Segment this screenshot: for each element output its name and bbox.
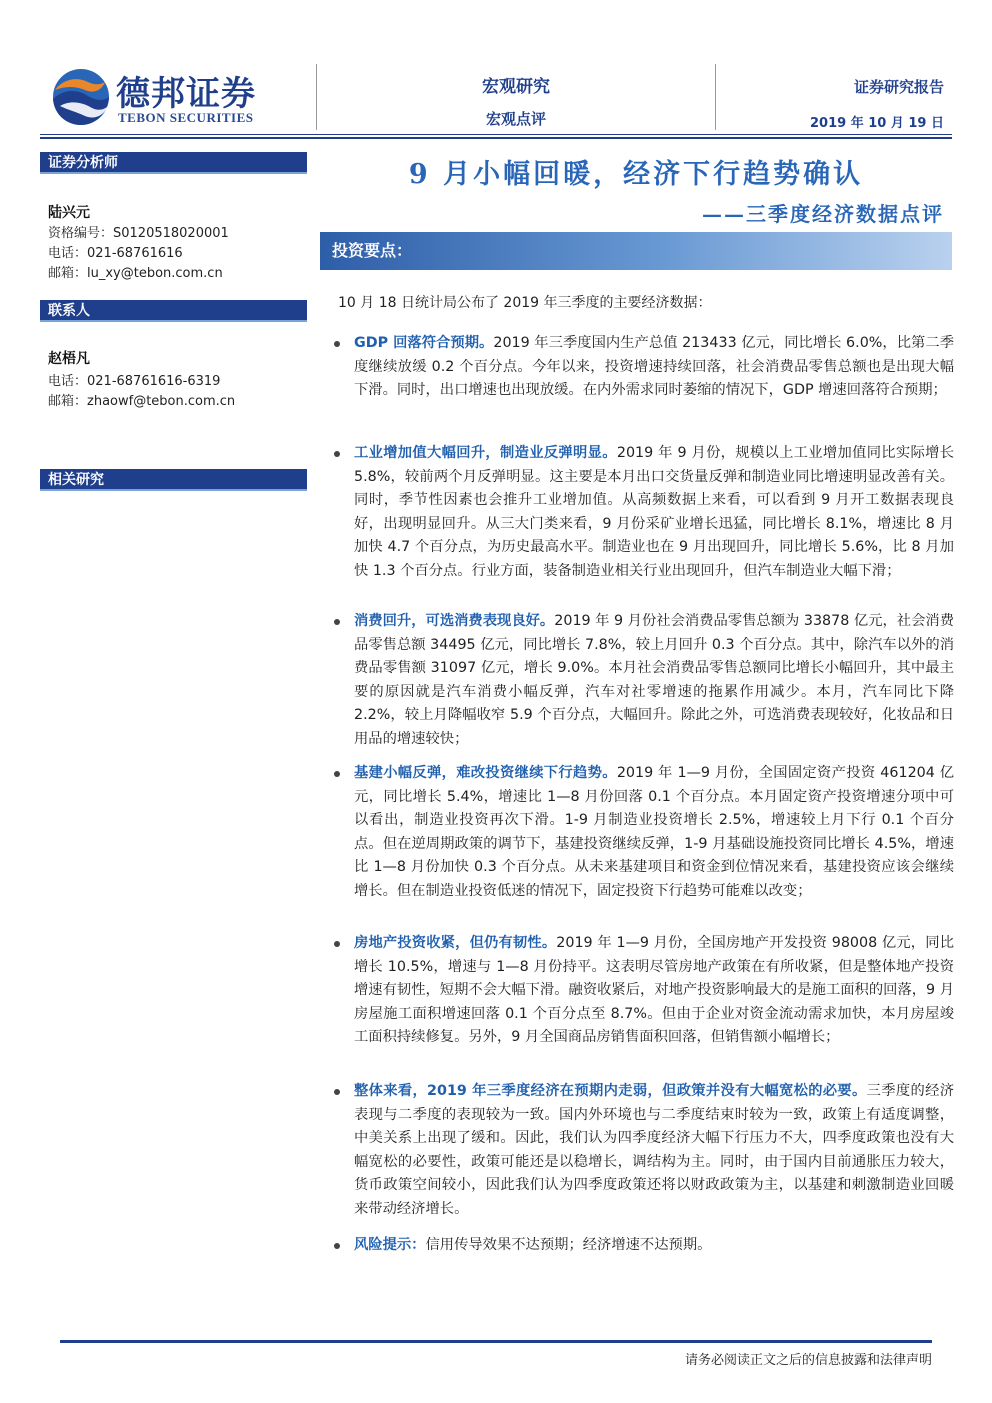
bullet-lead: 房地产投资收紧，但仍有韧性。 — [354, 935, 557, 951]
company-logo — [52, 64, 272, 130]
bullet-body: 2019 年三季度国内生产总值 213433 亿元，同比增长 6.0%，比第二季度继续放缓 0.2 个百分点。今年以来，投资增速持续回落，社会消费品零售总额也是出现大幅下滑。同时，出口增速也出现放缓。在内外需求同时萎缩的情况下，GDP 增速回落符合预期； — [354, 335, 954, 399]
bullet-lead: 消费回升，可选消费表现良好。 — [354, 613, 555, 629]
report-title: 9 月小幅回暖，经济下行趋势确认 — [408, 159, 864, 190]
bullet-text — [354, 762, 954, 904]
bullet-body: 2019 年 9 月份社会消费品零售总额为 33878 亿元，社会消费品零售总额 34495 亿元，同比增长 7.8%，较上月回升 0.3 个百分点。其中，除汽车以外的消费品零售额 31097 亿元，增长 9.0%。本月社会消费品零售总额同比增长小幅回升，其中最主要的原因就是汽车消费小幅反弹，汽车对社零增速的拖累作用减少。本月，汽车同比下降 2.2%，较上月降幅收窄 5.9 个百分点，大幅回升。除此之外，可选消费表现较好，化妆品和日用品的增速较快； — [354, 613, 955, 747]
bullet-text — [354, 332, 954, 403]
bullet-dot-icon — [334, 619, 340, 625]
analyst-email[interactable]: 邮箱：lu_xy@tebon.com.cn — [48, 266, 223, 281]
report-date: 2019 年 10 月 19 日 — [810, 116, 944, 131]
bullet-text — [354, 1234, 954, 1258]
bullet-dot-icon — [334, 1243, 340, 1249]
related-research-heading: 相关研究 — [40, 469, 307, 491]
contact-email[interactable]: 邮箱：zhaowf@tebon.com.cn — [48, 394, 236, 409]
analyst-heading: 证券分析师 — [40, 152, 307, 174]
footer-rule — [60, 1340, 932, 1343]
contact-heading: 联系人 — [40, 300, 307, 322]
investment-highlights-heading: 投资要点： — [320, 232, 952, 270]
bullet-body: 2019 年 1—9 月份，全国房地产开发投资 98008 亿元，同比增长 10.5%，增速与 1—8 月份持平。这表明尽管房地产政策在有所收紧，但是整体地产投资增速有韧性，短期不会大幅下滑。融资收紧后，对地产投资影响最大的是施工面积的回落，9 月房屋施工面积增速回落 0.1 个百分点至 8.7%。但由于企业对资金流动需求加快，本月房屋竣工面积持续修复。另外，9 月全国商品房销售面积回落，但销售额小幅增长； — [354, 935, 954, 1046]
bullet-body: 信用传导效果不达预期；经济增速不达预期。 — [425, 1237, 712, 1253]
bullet-dot-icon — [334, 941, 340, 947]
header-rule-top — [40, 134, 952, 135]
bullet-text — [354, 442, 954, 584]
bullet-body: 2019 年 9 月份，规模以上工业增加值同比实际增长 5.8%，较前两个月反弹明显。这主要是本月出口交货量反弹和制造业同比增速明显改善有关。同时，季节性因素也会推升工业增加值。从高频数据上来看，可以看到 9 月开工数据表现良好，出现明显回升。从三大门类来看，9 月份采矿业增长迅猛，同比增长 8.1%，增速比 8 月加快 4.7 个百分点，为历史最高水平。制造业也在 9 月出现回升，同比增长 5.6%，比 8 月加快 1.3 个百分点。行业方面，装备制造业相关行业出现回升，但汽车制造业大幅下滑； — [354, 445, 954, 579]
bullet-dot-icon — [334, 451, 340, 457]
report-type: 证券研究报告 — [853, 78, 944, 96]
report-category: 宏观研究 — [482, 77, 550, 97]
header-divider-left — [316, 64, 317, 130]
analyst-name: 陆兴元 — [48, 205, 90, 221]
bullet-text — [354, 932, 954, 1050]
bullet-lead: 整体来看，2019 年三季度经济在预期内走弱，但政策并没有大幅宽松的必要。 — [354, 1083, 867, 1099]
logo-mark-icon — [52, 68, 110, 126]
logo-en-text: TEBON SECURITIES — [118, 110, 254, 125]
analyst-phone: 电话：021-68761616 — [48, 246, 183, 261]
report-subtitle: ——三季度经济数据点评 — [702, 202, 944, 226]
bullet-text — [354, 1080, 954, 1222]
header-divider-right — [715, 64, 716, 130]
bullet-body: 2019 年 1—9 月份，全国固定资产投资 461204 亿元，同比增长 5.4%，增速比 1—8 月份回落 0.1 个百分点。本月固定资产投资增速分项中可以看出，制造业投资再次下滑。1-9 月制造业投资增长 2.5%，增速较上月下行 0.1 个百分点。但在逆周期政策的调节下，基建投资继续反弹，1-9 月基础设施投资同比增长 4.5%，增速比 1—8 月份加快 0.3 个百分点。从未来基建项目和资金到位情况来看，基建投资应该会继续增长。但在制造业投资低迷的情况下，固定投资下行趋势可能难以改变； — [354, 765, 955, 899]
bullet-lead: 风险提示： — [354, 1237, 426, 1253]
contact-name: 赵梧凡 — [48, 351, 90, 367]
header-rule-bottom — [40, 137, 952, 139]
intro-paragraph: 10 月 18 日统计局公布了 2019 年三季度的主要经济数据： — [338, 295, 712, 311]
footer-disclaimer: 请务必阅读正文之后的信息披露和法律声明 — [684, 1353, 932, 1368]
bullet-body: 三季度的经济表现与二季度的表现较为一致。国内外环境也与二季度结束时较为一致，政策上有适度调整，中美关系上出现了缓和。因此，我们认为四季度经济大幅下行压力不大，四季度政策也没有大幅宽松的必要性，政策可能还是以稳增长，调结构为主。同时，由于国内目前通胀压力较大，货币政策空间较小，因此我们认为四季度政策还将以财政政策为主，以基建和刺激制造业回暖来带动经济增长。 — [354, 1083, 955, 1217]
contact-phone: 电话：021-68761616-6319 — [48, 374, 221, 389]
bullet-lead: GDP 回落符合预期。 — [354, 335, 494, 351]
bullet-lead: 基建小幅反弹，难改投资继续下行趋势。 — [354, 765, 617, 781]
bullet-lead: 工业增加值大幅回升，制造业反弹明显。 — [354, 445, 617, 461]
bullet-dot-icon — [334, 341, 340, 347]
logo-cn-text: 德邦证券 — [116, 74, 256, 114]
report-subcategory: 宏观点评 — [485, 110, 546, 128]
bullet-dot-icon — [334, 771, 340, 777]
bullet-text — [354, 610, 954, 752]
analyst-cert: 资格编号：S0120518020001 — [48, 226, 229, 241]
bullet-dot-icon — [334, 1089, 340, 1095]
